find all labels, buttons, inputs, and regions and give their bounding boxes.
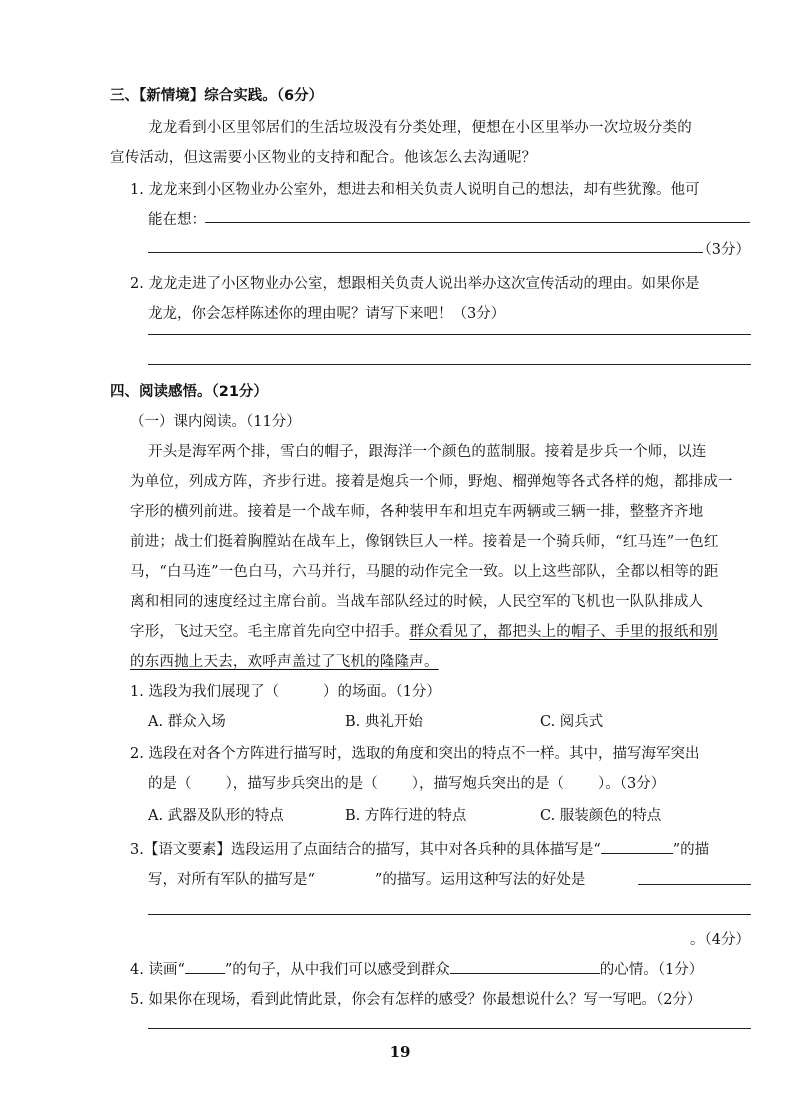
s4-q1-option-b[interactable]: B. 典礼开始 xyxy=(345,714,423,730)
s4-question-3-line-2 xyxy=(148,868,750,889)
s4-q3-text-a: 3.【语文要素】选段运用了点面结合的描写，其中对各兵种的具体描写是“ xyxy=(130,842,601,858)
s4-q4-blank-feeling[interactable] xyxy=(450,959,600,975)
s3-question-1-line-2: 能在想： xyxy=(148,212,206,228)
section-3-intro-line-1: 龙龙看到小区里邻居们的生活垃圾没有分类处理，便想在小区里举办一次垃圾分类的 xyxy=(148,120,692,136)
section-3-heading: 三、【新情境】综合实践。（6分） xyxy=(110,88,324,104)
section-4-heading: 四、阅读感悟。（21分） xyxy=(110,384,268,400)
s3-question-2-line-1: 2. 龙龙走进了小区物业办公室，想跟相关负责人说出举办这次宣传活动的理由。如果你是 xyxy=(130,276,700,292)
s3-question-1-line-1: 1. 龙龙来到小区物业办公室外，想进去和相关负责人说明自己的想法，却有些犹豫。他可 xyxy=(130,182,700,198)
s4-q1-text-a: 1. 选段为我们展现了（ xyxy=(130,684,279,700)
section-4-sub-heading: （一）课内阅读。（11分） xyxy=(130,414,301,430)
page-number: 19 xyxy=(389,1043,411,1061)
s4-q3-answer-line-1[interactable] xyxy=(638,884,751,885)
s4-q3-text-c: 写，对所有军队的描写是“ xyxy=(148,872,315,888)
s4-q2-option-c[interactable]: C. 服装颜色的特点 xyxy=(540,808,662,824)
passage-line-1: 开头是海军两个排，雪白的帽子，跟海洋一个颜色的蓝制服。接着是步兵一个师，以连 xyxy=(148,444,707,460)
passage-line-7 xyxy=(130,620,750,641)
passage-underlined-sentence-part-2: 的东西抛上天去，欢呼声盖过了飞机的隆隆声。 xyxy=(130,654,439,670)
passage-line-7-plain: 字形，飞过天空。毛主席首先向空中招手。 xyxy=(130,624,410,640)
section-3-intro-line-2: 宣传活动，但这需要小区物业的支持和配合。他该怎么去沟通呢？ xyxy=(110,150,537,166)
s4-question-3-line-1 xyxy=(130,838,750,859)
s4-q3-text-b: ”的描 xyxy=(672,842,710,858)
s4-q2-text-a: 的是（ xyxy=(148,776,192,792)
passage-line-3: 字形的横列前进。接着是一个战车师，各种装甲车和坦克车两辆或三辆一排，整整齐齐地 xyxy=(130,504,704,520)
passage-underlined-sentence-part-1: 群众看见了，都把头上的帽子、手里的报纸和别 xyxy=(409,624,719,640)
s4-q2-text-d: ）。（3分） xyxy=(598,776,666,792)
passage-line-4: 前进；战士们挺着胸膛站在战车上，像钢铁巨人一样。接着是一个骑兵师，“红马连”一色红 xyxy=(130,534,719,550)
s4-q3-text-d: ”的描写。运用这种写法的好处是 xyxy=(374,872,586,888)
s4-q4-text-c: 的心情。（1分） xyxy=(599,962,704,978)
s4-question-4 xyxy=(130,958,750,979)
s3-q1-answer-line-2[interactable] xyxy=(148,252,703,253)
s4-question-5: 5. 如果你在现场，看到此情此景，你会有怎样的感受？你最想说什么？写一写吧。（2分） xyxy=(130,992,702,1008)
s4-q4-text-b: ”的句子，从中我们可以感受到群众 xyxy=(224,962,450,978)
passage-line-5: 马，“白马连”一色白马，六马并行，马腿的动作完全一致。以上这些部队，全都以相等的距 xyxy=(130,564,719,580)
passage-line-2: 为单位，列成方阵，齐步行进。接着是炮兵一个师，野炮、榴弹炮等各式各样的炮，都排成一 xyxy=(130,474,733,490)
s4-q2-text-c: ），描写炮兵突出的是（ xyxy=(411,776,564,792)
s4-q4-blank-mark[interactable] xyxy=(185,959,225,975)
s4-q4-text-a: 4. 读画“ xyxy=(130,962,185,978)
s3-question-2-line-2: 龙龙，你会怎样陈述你的理由呢？请写下来吧！（3分） xyxy=(148,306,506,322)
s4-question-2-line-2 xyxy=(148,772,750,793)
s4-q3-score: 。（4分） xyxy=(690,932,750,948)
passage-line-6: 离和相同的速度经过主席台前。当战车部队经过的时候，人民空军的飞机也一队队排成人 xyxy=(130,594,704,610)
s3-q2-answer-line-2[interactable] xyxy=(148,364,751,365)
s4-q1-text-b: ）的场面。（1分） xyxy=(322,684,441,700)
s4-q1-option-a[interactable]: A. 群众入场 xyxy=(148,714,226,730)
s3-q1-score: （3分） xyxy=(697,242,750,258)
passage-line-8 xyxy=(130,650,750,671)
s4-question-1 xyxy=(130,680,750,701)
s4-q1-option-c[interactable]: C. 阅兵式 xyxy=(540,714,604,730)
s4-q2-option-a[interactable]: A. 武器及队形的特点 xyxy=(148,808,284,824)
s4-question-2-line-1: 2. 选段在对各个方阵进行描写时，选取的角度和突出的特点不一样。其中，描写海军突出 xyxy=(130,746,700,762)
s4-q3-blank-specific[interactable] xyxy=(601,839,673,855)
s4-q5-answer-line[interactable] xyxy=(148,1028,751,1029)
s3-q1-answer-line-1[interactable] xyxy=(205,222,750,223)
s4-q2-option-b[interactable]: B. 方阵行进的特点 xyxy=(345,808,467,824)
s4-q3-answer-line-2[interactable] xyxy=(148,914,751,915)
s3-q2-answer-line-1[interactable] xyxy=(148,334,751,335)
s4-q2-text-b: ），描写步兵突出的是（ xyxy=(225,776,378,792)
